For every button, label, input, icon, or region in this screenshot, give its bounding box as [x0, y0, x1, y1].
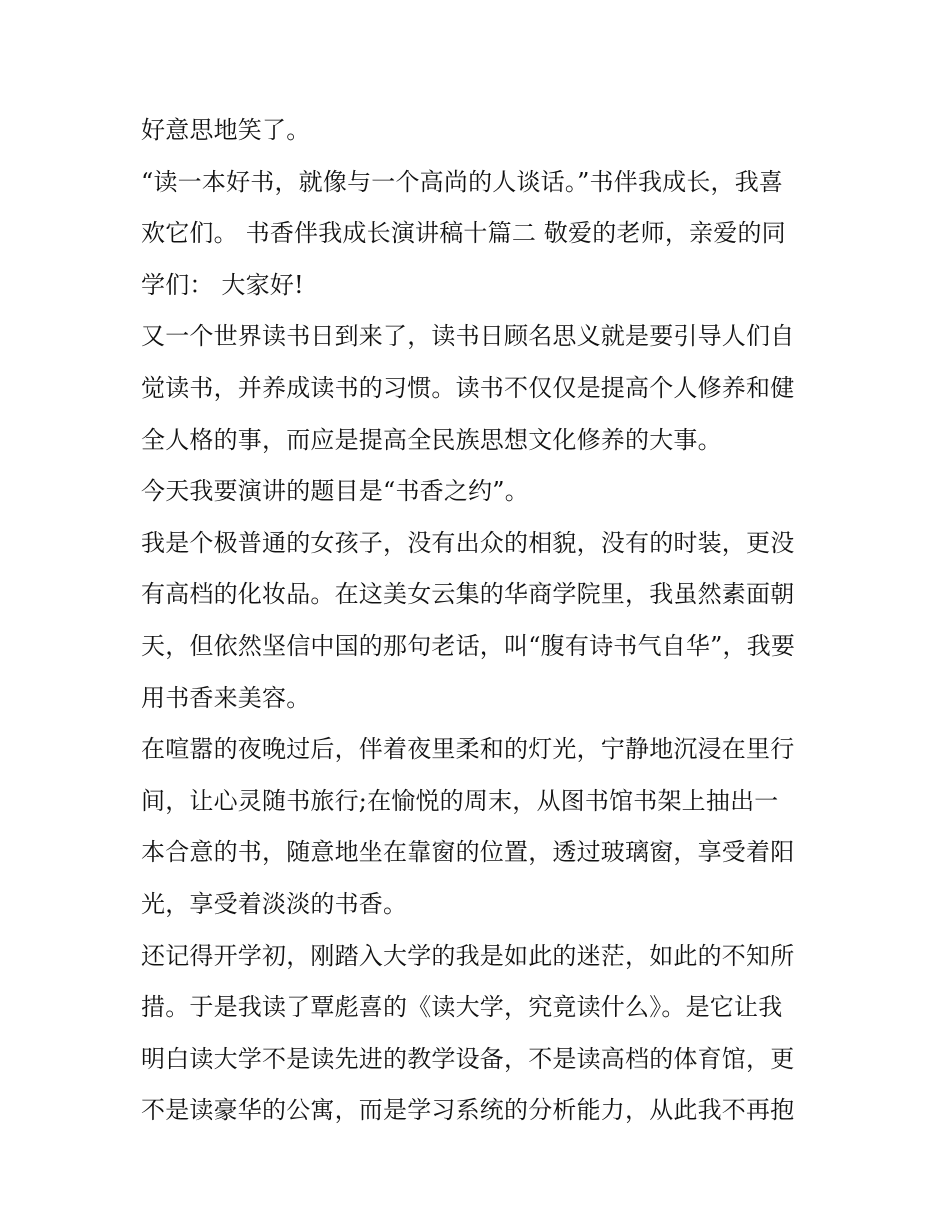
- text-line: 用书香来美容。: [141, 683, 311, 712]
- text-line: 全人格的事，而应是提高全民族思想文化修养的大事。: [141, 425, 722, 454]
- text-line: 有高档的化妆品。在这美女云集的华商学院里，我虽然素面朝: [141, 580, 795, 609]
- text-line: 还记得开学初，刚踏入大学的我是如此的迷茫，如此的不知所: [141, 941, 795, 970]
- text-line: 在喧嚣的夜晚过后，伴着夜里柔和的灯光，宁静地沉浸在里行: [141, 735, 795, 764]
- text-line: 措。于是我读了覃彪喜的《读大学，究竟读什么》。是它让我: [141, 993, 783, 1022]
- text-line: 天，但依然坚信中国的那句老话，叫“腹有诗书气自华”，我要: [141, 631, 796, 660]
- text-line: 又一个世界读书日到来了，读书日顾名思义就是要引导人们自: [141, 322, 795, 351]
- text-line: 本合意的书，随意地坐在靠窗的位置，透过玻璃窗，享受着阳: [141, 838, 795, 867]
- text-line: 今天我要演讲的题目是“书香之约”。: [141, 477, 529, 506]
- text-line: 好意思地笑了。: [141, 116, 311, 144]
- text-line: 明白读大学不是读先进的教学设备，不是读高档的体育馆，更: [141, 1044, 795, 1073]
- text-line: 学们： 大家好!: [141, 270, 304, 299]
- text-line: “读一本好书，就像与一个高尚的人谈话。”书伴我成长，我喜: [141, 167, 784, 196]
- text-line: 不是读豪华的公寓，而是学习系统的分析能力，从此我不再抱: [141, 1096, 795, 1125]
- text-line: 光，享受着淡淡的书香。: [141, 889, 408, 918]
- text-line: 间，让心灵随书旅行;在愉悦的周末，从图书馆书架上抽出一: [141, 786, 779, 815]
- text-line: 觉读书，并养成读书的习惯。读书不仅仅是提高个人修养和健: [141, 373, 795, 402]
- text-line: 欢它们。 书香伴我成长演讲稿十篇二 敬爱的老师，亲爱的同: [141, 219, 786, 248]
- text-line: 我是个极普通的女孩子，没有出众的相貌，没有的时装，更没: [141, 528, 795, 557]
- body-text: [141, 108, 821, 1140]
